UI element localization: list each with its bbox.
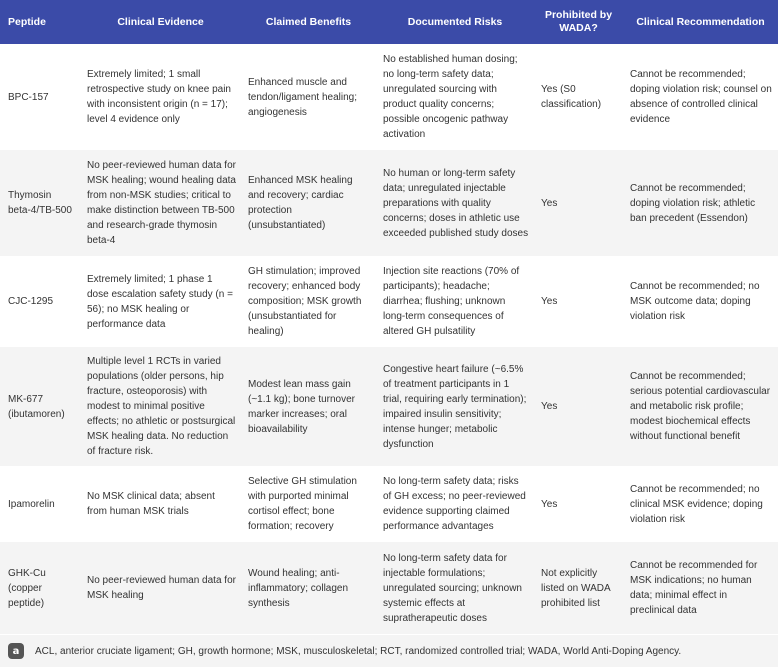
header-peptide: Peptide xyxy=(0,0,80,44)
cell-evidence: Multiple level 1 RCTs in varied populations (older persons, hip fracture, osteoporosis) with modest to minimal positive effects; no athletic or postsurgical MSK healing data. No reduction of fracture risk. xyxy=(80,347,241,466)
cell-recommendation: Cannot be recommended; no MSK outcome data; doping violation risk xyxy=(623,256,778,347)
footnote-badge: a xyxy=(8,643,24,659)
cell-risks: No long-term safety data for injectable formulations; unregulated sourcing; unknown systemic effects at supratherapeutic doses xyxy=(376,542,534,634)
cell-risks: No long-term safety data; risks of GH excess; no peer-reviewed evidence supporting claimed performance advantages xyxy=(376,466,534,542)
cell-peptide: MK-677 (ibutamoren) xyxy=(0,347,80,466)
table-row xyxy=(0,542,778,634)
cell-benefits: Wound healing; anti-inflammatory; collagen synthesis xyxy=(241,542,376,634)
table-body xyxy=(0,44,778,634)
cell-peptide: CJC-1295 xyxy=(0,256,80,347)
header-claimed-benefits: Claimed Benefits xyxy=(241,0,376,44)
header-row xyxy=(0,0,778,44)
table-row xyxy=(0,347,778,466)
cell-evidence: Extremely limited; 1 small retrospective study on knee pain with inconsistent origin (n = 17); level 4 evidence only xyxy=(80,44,241,150)
header-documented-risks: Documented Risks xyxy=(376,0,534,44)
cell-benefits: Selective GH stimulation with purported minimal cortisol effect; bone formation; recovery xyxy=(241,466,376,542)
header-clinical-recommendation: Clinical Recommendation xyxy=(623,0,778,44)
cell-benefits: Modest lean mass gain (~1.1 kg); bone turnover marker increases; oral bioavailability xyxy=(241,347,376,466)
cell-peptide: BPC-157 xyxy=(0,44,80,150)
cell-recommendation: Cannot be recommended; no clinical MSK evidence; doping violation risk xyxy=(623,466,778,542)
cell-wada: Yes (S0 classification) xyxy=(534,44,623,150)
cell-benefits: GH stimulation; improved recovery; enhanced body composition; MSK growth (unsubstantiated for healing) xyxy=(241,256,376,347)
table-row xyxy=(0,44,778,150)
cell-benefits: Enhanced muscle and tendon/ligament healing; angiogenesis xyxy=(241,44,376,150)
header-clinical-evidence: Clinical Evidence xyxy=(80,0,241,44)
table-row xyxy=(0,150,778,256)
cell-peptide: Ipamorelin xyxy=(0,466,80,542)
table-footnote xyxy=(0,635,778,667)
cell-recommendation: Cannot be recommended; doping violation risk; counsel on absence of controlled clinical evidence xyxy=(623,44,778,150)
cell-risks: Congestive heart failure (~6.5% of treatment participants in 1 trial, requiring early termination); impaired insulin sensitivity; intense hunger; metabolic dysfunction xyxy=(376,347,534,466)
cell-wada: Not explicitly listed on WADA prohibited list xyxy=(534,542,623,634)
cell-wada: Yes xyxy=(534,150,623,256)
cell-wada: Yes xyxy=(534,347,623,466)
footnote-text: ACL, anterior cruciate ligament; GH, growth hormone; MSK, musculoskeletal; RCT, randomized controlled trial; WADA, World Anti-Doping Agency. xyxy=(35,645,682,657)
cell-wada: Yes xyxy=(534,256,623,347)
table-row xyxy=(0,256,778,347)
cell-risks: Injection site reactions (70% of participants); headache; diarrhea; flushing; unknown long-term consequences of altered GH pulsatility xyxy=(376,256,534,347)
cell-recommendation: Cannot be recommended; doping violation risk; athletic ban precedent (Essendon) xyxy=(623,150,778,256)
cell-evidence: No peer-reviewed human data for MSK healing; wound healing data from non-MSK studies; critical to make distinction between TB-500 and research-grade thymosin beta-4 xyxy=(80,150,241,256)
cell-risks: No human or long-term safety data; unregulated injectable preparations with quality concerns; doses in athletic use exceeded published study doses xyxy=(376,150,534,256)
cell-peptide: Thymosin beta-4/TB-500 xyxy=(0,150,80,256)
cell-peptide: GHK-Cu (copper peptide) xyxy=(0,542,80,634)
cell-evidence: Extremely limited; 1 phase 1 dose escalation safety study (n = 56); no MSK healing or performance data xyxy=(80,256,241,347)
cell-wada: Yes xyxy=(534,466,623,542)
cell-benefits: Enhanced MSK healing and recovery; cardiac protection (unsubstantiated) xyxy=(241,150,376,256)
cell-recommendation: Cannot be recommended; serious potential cardiovascular and metabolic risk profile; modest biochemical effects without functional benefit xyxy=(623,347,778,466)
cell-evidence: No MSK clinical data; absent from human MSK trials xyxy=(80,466,241,542)
cell-evidence: No peer-reviewed human data for MSK healing xyxy=(80,542,241,634)
header-wada: Prohibited by WADA? xyxy=(534,0,623,44)
table-header xyxy=(0,0,778,44)
cell-recommendation: Cannot be recommended for MSK indications; no human data; minimal effect in preclinical data xyxy=(623,542,778,634)
cell-risks: No established human dosing; no long-term safety data; unregulated sourcing with product quality concerns; possible oncogenic pathway activation xyxy=(376,44,534,150)
table-row xyxy=(0,466,778,542)
